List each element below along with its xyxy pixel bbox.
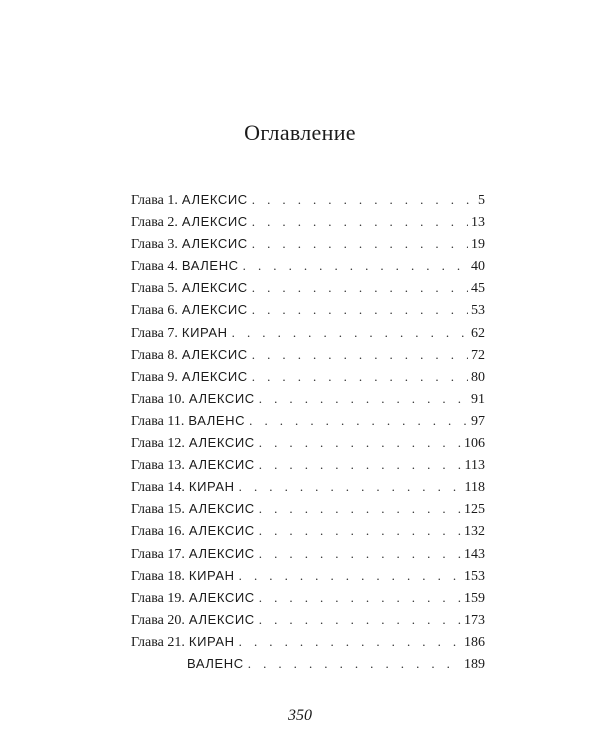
toc-entry[interactable] <box>131 520 485 542</box>
dot-leader <box>259 388 468 410</box>
chapter-title: АЛЕКСИС <box>188 523 255 539</box>
chapter-number: Глава 9. <box>131 369 178 385</box>
chapter-number: Глава 13. <box>131 458 185 474</box>
chapter-title: АЛЕКСИС <box>181 368 248 384</box>
page-number: 19 <box>471 237 485 253</box>
dot-leader <box>239 631 461 653</box>
chapter-number: Глава 2. <box>131 215 178 231</box>
toc-entry[interactable] <box>131 498 485 520</box>
page-number: 72 <box>471 347 485 363</box>
toc-entry[interactable] <box>131 189 485 211</box>
page-number: 186 <box>464 634 485 650</box>
chapter-title: АЛЕКСИС <box>181 192 248 207</box>
dot-leader <box>239 565 461 587</box>
chapter-number: Глава 4. <box>131 259 178 275</box>
dot-leader <box>259 609 461 631</box>
toc-entry[interactable] <box>131 299 485 321</box>
chapter-title: КИРАН <box>188 567 235 583</box>
page-number: 106 <box>464 436 485 452</box>
dot-leader <box>249 410 468 432</box>
chapter-title: КИРАН <box>188 633 235 649</box>
toc-entry[interactable] <box>131 410 485 432</box>
chapter-number: Глава 16. <box>131 524 185 540</box>
toc-entry[interactable] <box>131 344 485 366</box>
chapter-title: АЛЕКСИС <box>188 457 255 473</box>
page-number: 125 <box>464 502 485 518</box>
page-number: 118 <box>464 480 485 496</box>
chapter-number: Глава 1. <box>131 193 178 208</box>
page-number: 62 <box>471 325 485 341</box>
dot-leader <box>252 233 468 255</box>
page-number: 97 <box>471 413 485 429</box>
toc-entry[interactable] <box>131 587 485 609</box>
dot-leader <box>252 211 468 233</box>
chapter-number: Глава 3. <box>131 237 178 253</box>
toc-entry[interactable] <box>131 388 485 410</box>
dot-leader <box>252 366 468 388</box>
chapter-title: АЛЕКСИС <box>188 545 255 561</box>
chapter-number: Глава 6. <box>131 303 178 319</box>
toc-entry[interactable] <box>131 476 485 498</box>
toc-entry[interactable] <box>131 277 485 299</box>
toc-entry[interactable] <box>131 543 485 565</box>
page-number: 53 <box>471 303 485 319</box>
chapter-title: АЛЕКСИС <box>181 346 248 362</box>
dot-leader <box>252 299 468 321</box>
page-number: 5 <box>478 193 485 208</box>
chapter-title: КИРАН <box>181 324 228 340</box>
chapter-number: Глава 5. <box>131 281 178 297</box>
chapter-title: АЛЕКСИС <box>181 214 248 230</box>
chapter-number: Глава 17. <box>131 546 185 562</box>
toc-entry[interactable] <box>131 454 485 476</box>
chapter-title: АЛЕКСИС <box>188 611 255 627</box>
page-number: 153 <box>464 568 485 584</box>
dot-leader <box>259 520 461 542</box>
page-number: 132 <box>464 524 485 540</box>
dot-leader <box>259 587 461 609</box>
chapter-number: Глава 20. <box>131 612 185 628</box>
chapter-number: Глава 12. <box>131 436 185 452</box>
chapter-number: Глава 19. <box>131 590 185 606</box>
page-number: 113 <box>464 458 485 474</box>
chapter-number: Глава 7. <box>131 325 178 341</box>
dot-leader <box>252 277 468 299</box>
dot-leader <box>259 498 461 520</box>
chapter-number: Глава 18. <box>131 568 185 584</box>
dot-leader <box>252 189 475 211</box>
toc-entry[interactable] <box>131 609 485 631</box>
dot-leader <box>243 255 468 277</box>
toc-entry[interactable] <box>131 631 485 653</box>
chapter-title: КИРАН <box>188 479 235 495</box>
chapter-number: Глава 11. <box>131 413 185 429</box>
table-of-contents <box>131 189 485 675</box>
toc-entry[interactable] <box>131 211 485 233</box>
chapter-title: ВАЛЕНС <box>188 412 246 428</box>
chapter-number: Глава 10. <box>131 391 185 407</box>
toc-entry[interactable] <box>131 255 485 277</box>
dot-leader <box>259 454 462 476</box>
chapter-number: Глава 8. <box>131 347 178 363</box>
page-number: 173 <box>464 612 485 628</box>
chapter-title: АЛЕКСИС <box>188 589 255 605</box>
dot-leader <box>259 432 461 454</box>
chapter-title: АЛЕКСИС <box>188 390 255 406</box>
page-title: Оглавление <box>244 120 356 145</box>
dot-leader <box>239 476 462 498</box>
page-number: 189 <box>464 656 485 672</box>
dot-leader <box>259 543 461 565</box>
toc-entry[interactable] <box>131 366 485 388</box>
chapter-title: ВАЛЕНС <box>181 258 239 274</box>
chapter-title: АЛЕКСИС <box>188 501 255 517</box>
page-number: 159 <box>464 590 485 606</box>
page-number: 40 <box>471 259 485 275</box>
chapter-title: АЛЕКСИС <box>188 435 255 451</box>
page-number: 91 <box>471 391 485 407</box>
chapter-number: Глава 15. <box>131 502 185 518</box>
chapter-number: Глава 14. <box>131 480 185 496</box>
page-number: 13 <box>471 215 485 231</box>
page-number: 143 <box>464 546 485 562</box>
chapter-title: АЛЕКСИС <box>181 302 248 318</box>
toc-entry[interactable] <box>131 322 485 344</box>
toc-entry[interactable] <box>131 653 485 675</box>
toc-entry[interactable] <box>131 432 485 454</box>
dot-leader <box>252 344 468 366</box>
toc-entry[interactable] <box>131 233 485 255</box>
chapter-title: АЛЕКСИС <box>181 236 248 252</box>
dot-leader <box>232 322 468 344</box>
chapter-number: Глава 21. <box>131 634 185 650</box>
dot-leader <box>248 653 461 675</box>
folio-page-number: 350 <box>288 707 312 724</box>
toc-entry[interactable] <box>131 565 485 587</box>
page-number: 45 <box>471 281 485 297</box>
chapter-title: ВАЛЕНС <box>187 655 244 671</box>
chapter-title: АЛЕКСИС <box>181 280 248 296</box>
page-number: 80 <box>471 369 485 385</box>
